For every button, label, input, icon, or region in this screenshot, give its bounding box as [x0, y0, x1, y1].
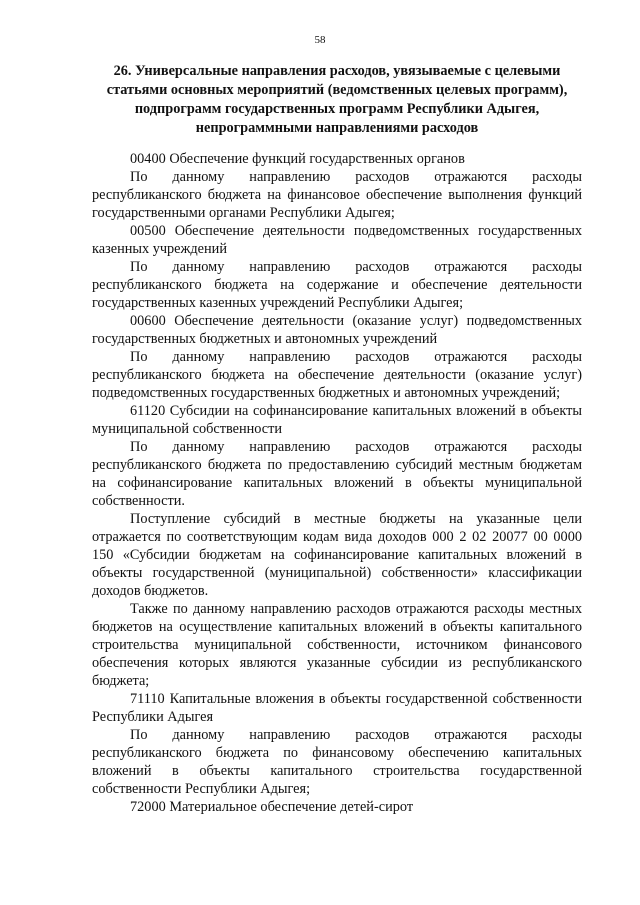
paragraph-code-00400: 00400 Обеспечение функций государственных органов [130, 151, 465, 167]
paragraph-description: По данному направлению расходов отражаются расходы республиканского бюджета по финансовому обеспечению капитальных вложений в объекты капитального строительства государственной собственности Республики Адыгея; [92, 727, 582, 797]
paragraph-code-71110: 71110 Капитальные вложения в объекты государственной собственности Республики Адыгея [92, 691, 582, 725]
paragraph-description: По данному направлению расходов отражаются расходы республиканского бюджета на финансовое обеспечение выполнения функций государственными органами Республики Адыгея; [92, 169, 582, 221]
paragraph-description: По данному направлению расходов отражаются расходы республиканского бюджета по предоставлению субсидий местным бюджетам на софинансирование капитальных вложений в объекты муниципальной собственности. [92, 439, 582, 509]
page-number: 58 [314, 34, 326, 46]
paragraph-code-00500: 00500 Обеспечение деятельности подведомственных государственных казенных учреждений [92, 223, 582, 257]
paragraph-code-61120: 61120 Субсидии на софинансирование капитальных вложений в объекты муниципальной собственности [92, 403, 582, 437]
paragraph-description: По данному направлению расходов отражаются расходы республиканского бюджета на содержание и обеспечение деятельности государственных казенных учреждений Республики Адыгея; [92, 259, 582, 311]
paragraph-code-00600: 00600 Обеспечение деятельности (оказание услуг) подведомственных государственных бюджетных и автономных учреждений [92, 313, 582, 347]
paragraph-description: Поступление субсидий в местные бюджеты на указанные цели отражается по соответствующим кодам вида доходов 000 2 02 20077 00 0000 150 «Субсидии бюджетам на софинансирование капитальных вложений в объекты государственной (муниципальной) собственности» классификации доходов бюджетов. [92, 511, 582, 599]
section-heading: 26. Универсальные направления расходов, увязываемые с целевыми статьями основных мероприятий (ведомственных целевых программ), подпрограмм государственных программ Республики Адыгея, непрограммными направлениями расходов [106, 63, 568, 136]
paragraph-code-72000: 72000 Материальное обеспечение детей-сирот [130, 799, 414, 815]
paragraph-description: Также по данному направлению расходов отражаются расходы местных бюджетов на осуществление капитальных вложений в объекты капитального строительства муниципальной собственности, источником финансового обеспечения которых являются указанные субсидии из республиканского бюджета; [92, 601, 582, 689]
document-body [92, 150, 582, 816]
paragraph-description: По данному направлению расходов отражаются расходы республиканского бюджета на обеспечение деятельности (оказание услуг) подведомственных государственных бюджетных и автономных учреждений; [92, 349, 582, 401]
